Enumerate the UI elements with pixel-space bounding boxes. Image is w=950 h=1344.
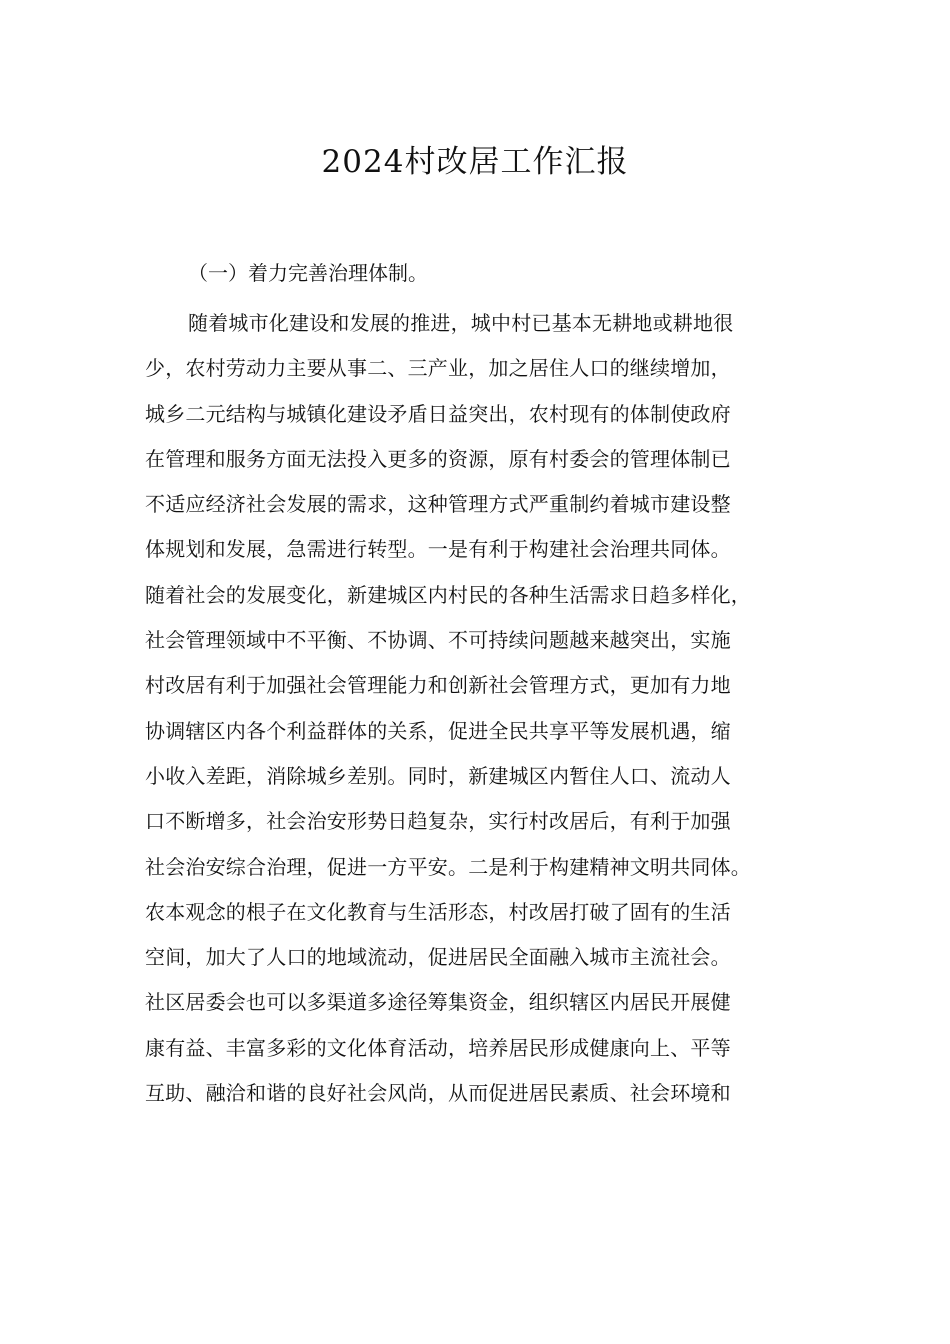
text-line: 社会管理领域中不平衡、不协调、不可持续问题越来越突出，实施 [145,628,731,653]
section-heading: （一）着力完善治理体制。 [188,261,428,285]
body-paragraph [145,308,845,1123]
text-line: 不适应经济社会发展的需求，这种管理方式严重制约着城市建设整 [145,492,731,517]
text-line: 随着城市化建设和发展的推进，城中村已基本无耕地或耕地很 [188,311,734,335]
text-line: 少，农村劳动力主要从事二、三产业，加之居住人口的继续增加， [145,356,731,381]
text-line: 社会治安综合治理，促进一方平安。二是利于构建精神文明共同体。 [145,854,751,879]
text-line: 在管理和服务方面无法投入更多的资源，原有村委会的管理体制已 [145,446,731,471]
text-line: 体规划和发展，急需进行转型。一是有利于构建社会治理共同体。 [145,537,731,562]
text-line: 空间，加大了人口的地域流动，促进居民全面融入城市主流社会。 [145,945,731,970]
text-line: 村改居有利于加强社会管理能力和创新社会管理方式，更加有力地 [145,673,731,698]
text-line: 协调辖区内各个利益群体的关系，促进全民共享平等发展机遇，缩 [145,718,731,743]
text-line: 农本观念的根子在文化教育与生活形态，村改居打破了固有的生活 [145,899,731,924]
text-line: 互助、融洽和谐的良好社会风尚，从而促进居民素质、社会环境和 [145,1081,731,1106]
text-line: 康有益、丰富多彩的文化体育活动，培养居民形成健康向上、平等 [145,1035,731,1060]
text-line: 城乡二元结构与城镇化建设矛盾日益突出，农村现有的体制使政府 [145,401,731,426]
text-line: 口不断增多，社会治安形势日趋复杂，实行村改居后，有利于加强 [145,809,731,834]
document-title: 2024村改居工作汇报 [321,144,629,180]
text-line: 小收入差距，消除城乡差别。同时，新建城区内暂住人口、流动人 [145,763,731,788]
text-line: 随着社会的发展变化，新建城区内村民的各种生活需求日趋多样化， [145,582,751,607]
text-line: 社区居委会也可以多渠道多途径筹集资金，组织辖区内居民开展健 [145,990,731,1015]
